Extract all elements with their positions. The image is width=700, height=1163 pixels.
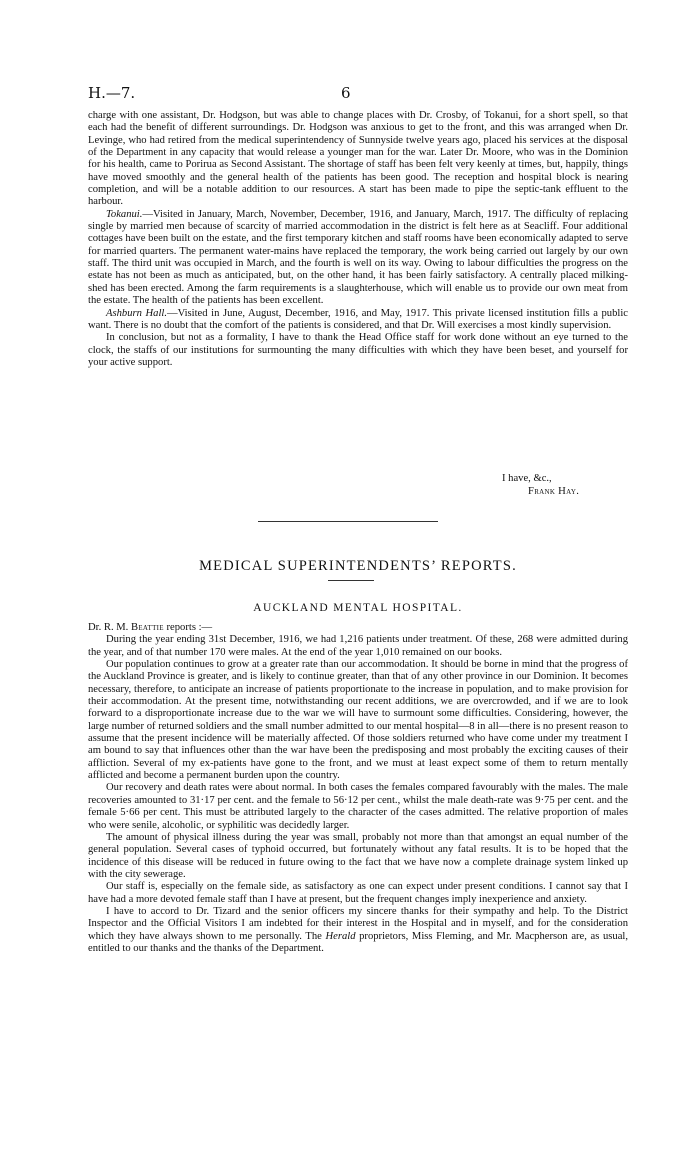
title-underline bbox=[328, 580, 374, 581]
tokanui-text: —Visited in January, March, November, December, 1916, and January, March, 1917. The difficulty of replacing single by married men because of scarcity of married accommodation in the district is felt here as at Seacliff. Four additional cottages have been built on the estate, and the first temporary kitchen and staff rooms have been economically adapted to serve for married quarters. The permanent water-mains have replaced the temporary, the work being carried out largely by our own staff. The third unit was occupied in March, and the fourth is well on its way. Owing to labour difficulties the progress on the estate has not been as much as anticipated, but, on the other hand, it has been fairly satisfactory. A centrally placed milking-shed has been erected. Among the farm requirements is a slaughterhouse, which will enable us to provide our own meat from the estate. The health of the patients has been excellent. bbox=[88, 208, 628, 307]
page-header-reference: H.—7. bbox=[88, 84, 136, 102]
herald-name: Herald bbox=[325, 930, 356, 942]
tokanui-heading: Tokanui. bbox=[106, 208, 143, 220]
report-paragraph: Our staff is, especially on the female side, as satisfactory as one can expect under present conditions. I cannot say that I have had a more devoted female staff than I have at present, but the frequent changes imply inexperience and anxiety. bbox=[88, 881, 628, 905]
paragraph-conclusion: In conclusion, but not as a formality, I have to thank the Head Office staff for work done without an eye turned to the clock, the staffs of our institutions for surmounting the many difficulties with which they have been beset, and yourself for your active support. bbox=[88, 332, 628, 368]
reporter-prefix: Dr. R. M. bbox=[88, 622, 131, 633]
report-paragraph-final bbox=[88, 906, 628, 955]
page-number: 6 bbox=[341, 84, 351, 102]
upper-body bbox=[88, 110, 628, 369]
reporter-name: Beattie bbox=[130, 622, 164, 633]
paragraph-ashburn bbox=[88, 308, 628, 333]
paragraph-tokanui bbox=[88, 209, 628, 308]
report-paragraph: Our recovery and death rates were about normal. In both cases the females compared favourably with the males. The male recoveries amounted to 31·17 per cent. and the female to 56·12 per cent., whilst the male death-rate was 9·75 per cent. and the female 5·66 per cent. This must be attributed largely to the character of the cases admitted. The relative proportion of males who were senile, alcoholic, or syphilitic was decidedly larger. bbox=[88, 782, 628, 831]
report-paragraph: The amount of physical illness during the year was small, probably not more than that amongst an equal number of the general population. Several cases of typhoid occurred, but fortunately without any fatal results. It is to be hoped that the incidence of this disease will be reduced in future owing to the fact that we have now a complete drainage system linked up with the city sewerage. bbox=[88, 831, 628, 880]
final-text-before: I have to accord to Dr. Tizard and the senior officers my sincere thanks for their sympathy and help. To the District Inspector and the Official Visitors I am indebted for their interest in the Hospital and in myself, and for the consideration which they have always shown to me personally. The bbox=[88, 905, 628, 942]
report-paragraph: Our population continues to grow at a greater rate than our accommodation. It should be borne in mind that the progress of the Auckland Province is greater, and is likely to continue greater, than that of any other province in our Dominion. It becomes necessary, therefore, to anticipate an increase of patients proportionate to the increase in population, and to make provision for their accommodation. At the present time, notwithstanding our recent additions, we are overcrowded, and if we are to look forward to a disproportionate increase due to the war we will have to surmount some difficulties. Considering, however, the large number of returned soldiers and the small number admitted to our mental hospital—8 in all—there is no present reason to assume that the present incidence will be materially affected. Of those soldiers returned who have come under my treatment I am bound to say that influences other than the war have been the predisposing and most probably the exciting causes of their affliction. Several of my ex-patients have gone to the front, and we must at least expect some of them to return mentally afflicted and become a permanent burden upon the country. bbox=[88, 659, 628, 782]
report-paragraph: During the year ending 31st December, 1916, we had 1,216 patients under treatment. Of these, 268 were admitted during the year, and of that number 170 were males. At the end of the year 1,010 remained on our books. bbox=[88, 634, 628, 658]
section-title: MEDICAL SUPERINTENDENTS’ REPORTS. bbox=[199, 558, 517, 574]
reporter-line bbox=[88, 622, 628, 634]
ashburn-heading: Ashburn Hall. bbox=[106, 307, 167, 319]
paragraph-continuation: charge with one assistant, Dr. Hodgson, but was able to change places with Dr. Crosby, of Tokanui, for a short spell, so that each had the benefit of different surroundings. Dr. Hodgson was anxious to get to the front, and this was arranged when Dr. Levinge, who had retired from the medical superintendency of Sunnyside twelve years ago, placed his services at the disposal of the Department in any capacity that would release a younger man for the war. Later Dr. Moore, who was in the Dominion for his health, came to Porirua as Second Assistant. The shortage of staff has been felt very keenly at times, but, happily, things have moved smoothly and the general health of the patients has been good. The reception and hospital block is nearing completion, and will be a notable addition to our resources. A start has been made to pipe the septic-tank effluent to the harbour. bbox=[88, 110, 628, 208]
closing-line: I have, &c., bbox=[502, 473, 552, 484]
signature: Frank Hay. bbox=[528, 486, 580, 497]
report-body bbox=[88, 622, 628, 955]
final-text-after: proprietors, Miss Fleming, and Mr. Macpherson are, as usual, entitled to our thanks and the thanks of the Department. bbox=[88, 930, 629, 954]
ashburn-text: —Visited in June, August, December, 1916, and May, 1917. This private licensed institution fills a public want. There is no doubt that the comfort of the patients is considered, and that Dr. Will exercises a most kindly supervision. bbox=[88, 307, 628, 331]
reporter-suffix: reports :— bbox=[163, 622, 213, 633]
divider-rule bbox=[258, 521, 438, 522]
hospital-title: AUCKLAND MENTAL HOSPITAL. bbox=[253, 602, 463, 614]
